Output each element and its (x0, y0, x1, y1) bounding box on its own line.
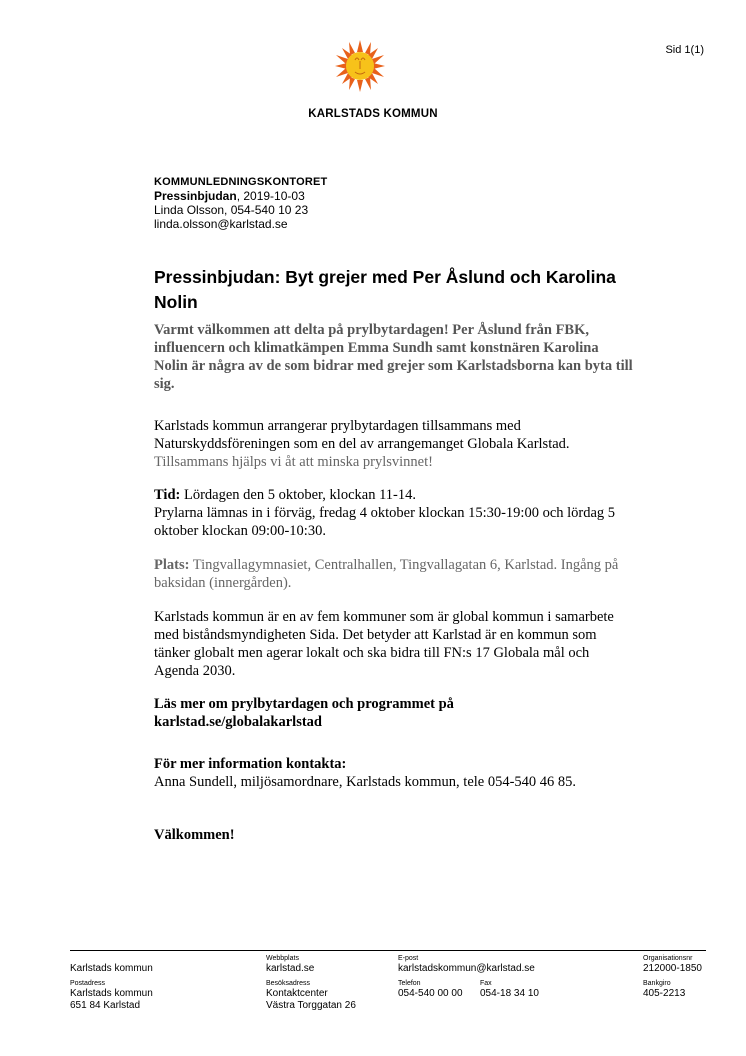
footer-besoksadress (266, 980, 356, 1012)
intro-slogan: Tillsammans hjälps vi åt att minska prylsvinnet! (154, 454, 433, 470)
time-label: Tid: (154, 487, 181, 503)
footer-bankgiro (643, 980, 685, 1000)
footer-besoksadress-label: Besöksadress (266, 980, 310, 987)
footer-webbplats-label: Webbplats (266, 955, 299, 962)
intro-text: Karlstads kommun arrangerar prylbytardagen tillsammans med Naturskyddsföreningen som en del av arrangemanget Globala Karlstad. (154, 418, 570, 452)
footer-epost-value[interactable]: karlstadskommun@karlstad.se (398, 963, 535, 974)
contact-name: Linda Olsson, 054-540 10 23 (154, 203, 309, 217)
footer-postadress-line2: 651 84 Karlstad (70, 1000, 141, 1011)
place-value: Tingvallagymnasiet, Centralhallen, Tingvallagatan 6, Karlstad. Ingång på baksidan (innergården). (154, 557, 619, 591)
footer-webbplats-value[interactable]: karlstad.se (266, 963, 315, 974)
footer-bankgiro-label: Bankgiro (643, 980, 671, 987)
place-paragraph (154, 556, 629, 592)
footer-bankgiro-value: 405-2213 (643, 988, 686, 999)
footer-fax (480, 980, 539, 1000)
read-more-text: Läs mer om prylbytardagen och programmet på (154, 696, 454, 712)
doc-type-line (154, 189, 327, 203)
time-value: Lördagen den 5 oktober, klockan 11-14. (180, 487, 416, 503)
intro-paragraph (154, 417, 629, 471)
doc-type: Pressinbjudan (154, 189, 237, 203)
contact-email[interactable]: linda.olsson@karlstad.se (154, 217, 288, 231)
footer-fax-value: 054-18 34 10 (480, 988, 539, 999)
footer-orgnr-label: Organisationsnr (643, 955, 693, 962)
contact-text: Anna Sundell, miljösamordnare, Karlstads kommun, tele 054-540 46 85. (154, 774, 577, 790)
footer-orgnr (643, 955, 702, 975)
footer-orgnr-value: 212000-1850 (643, 963, 702, 974)
read-more-link[interactable]: karlstad.se/globalakarlstad (154, 714, 322, 730)
page-number: Sid 1(1) (665, 44, 704, 56)
global-paragraph: Karlstads kommun är en av fem kommuner som är global kommun i samarbete med biståndsmyndigheten Sida. Det betyder att Karlstad är en kommun som tänker globalt men agerar lokalt och ska bidra till FN:s 17 Globala mål och Agenda 2030. (154, 609, 614, 679)
department: KOMMUNLEDNINGSKONTORET (154, 176, 328, 188)
closing-text: Välkommen! (154, 827, 235, 843)
footer-telefon-label: Telefon (398, 980, 421, 987)
doc-date: , 2019-10-03 (236, 189, 305, 203)
footer-besoksadress-line2: Västra Torggatan 26 (266, 1000, 356, 1011)
footer-epost (398, 955, 535, 975)
read-more-paragraph (154, 695, 629, 731)
footer-postadress-line1: Karlstads kommun (70, 988, 153, 999)
headline: Pressinbjudan: Byt grejer med Per Åslund och Karolina Nolin (154, 267, 616, 312)
footer-name: Karlstads kommun (70, 963, 153, 974)
footer-postadress (70, 980, 153, 1012)
document-header (154, 175, 327, 231)
time-details: Prylarna lämnas in i förväg, fredag 4 oktober klockan 15:30-19:00 och lördag 5 oktober klockan 09:00-10:30. (154, 505, 616, 539)
contact-paragraph (154, 755, 629, 791)
footer-besoksadress-line1: Kontaktcenter (266, 988, 328, 999)
footer-divider (70, 950, 706, 951)
sun-logo-icon (335, 40, 385, 92)
place-label: Plats: (154, 557, 190, 573)
footer-telefon-value: 054-540 00 00 (398, 988, 463, 999)
lead-paragraph: Varmt välkommen att delta på prylbytardagen! Per Åslund från FBK, influencern och klimatkämpen Emma Sundh samt konstnären Karolina Nolin är några av de som bidrar med grejer som Karlstadsborna kan byta till sig. (154, 322, 633, 392)
footer-telefon (398, 980, 463, 1000)
time-paragraph (154, 486, 629, 540)
footer-postadress-label: Postadress (70, 980, 106, 987)
contact-label: För mer information kontakta: (154, 756, 347, 772)
footer-webbplats (266, 955, 314, 975)
organization-name: KARLSTADS KOMMUN (308, 108, 438, 120)
footer-fax-label: Fax (480, 980, 492, 987)
footer-epost-label: E-post (398, 955, 419, 962)
